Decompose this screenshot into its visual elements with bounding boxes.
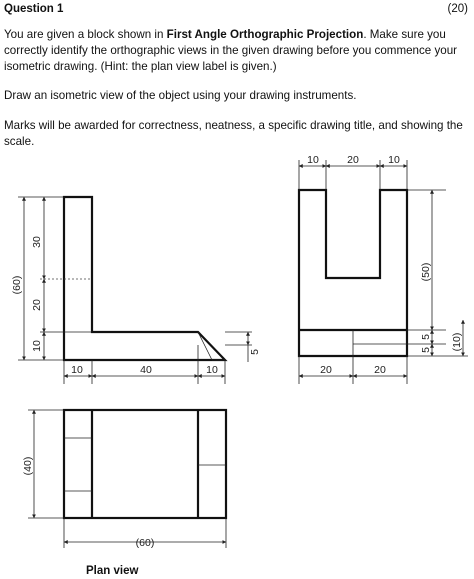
dim-plan-60: (60)	[135, 537, 155, 549]
dim-side-bottom-20-right: 20	[374, 364, 386, 376]
dim-side-5-upper: 5	[420, 334, 432, 340]
dim-side-top-10-right: 10	[388, 154, 400, 166]
plan-view	[22, 410, 226, 549]
dim-side-5-lower: 5	[420, 347, 432, 353]
plan-view-label: Plan view	[86, 565, 139, 577]
dim-side-bottom-20-left: 20	[320, 364, 332, 376]
dim-front-10-left: 10	[71, 364, 83, 376]
dim-front-20: 20	[31, 299, 43, 311]
task-paragraph: Draw an isometric view of the object using your drawing instruments.	[4, 89, 357, 102]
dim-front-10-right: 10	[206, 364, 218, 376]
dim-side-top-10-left: 10	[307, 154, 319, 166]
dim-front-30: 30	[31, 236, 43, 248]
dim-front-40: 40	[140, 364, 152, 376]
dim-side-top-20: 20	[347, 154, 359, 166]
marking-paragraph: Marks will be awarded for correctness, neatness, a specific drawing title, and showing the scale.	[4, 119, 463, 148]
dim-front-60: (60)	[11, 275, 23, 295]
para1-post: . Make sure you correctly identify the orthographic views in the given drawing before you commence your isometric drawing. (Hint: the plan view label is given.)	[4, 28, 458, 73]
dim-plan-40: (40)	[22, 456, 34, 476]
side-view	[299, 154, 468, 384]
question-title: Question 1	[4, 3, 64, 15]
dim-front-10-vertical: 10	[31, 340, 43, 352]
question-marks: (20)	[447, 3, 468, 15]
dim-side-10: (10)	[451, 332, 463, 352]
para1-pre: You are given a block shown in	[4, 28, 167, 41]
para1-bold: First Angle Orthographic Projection	[166, 28, 364, 41]
front-view	[11, 197, 261, 384]
dim-side-50: (50)	[420, 262, 432, 282]
dim-front-5: 5	[249, 349, 261, 355]
